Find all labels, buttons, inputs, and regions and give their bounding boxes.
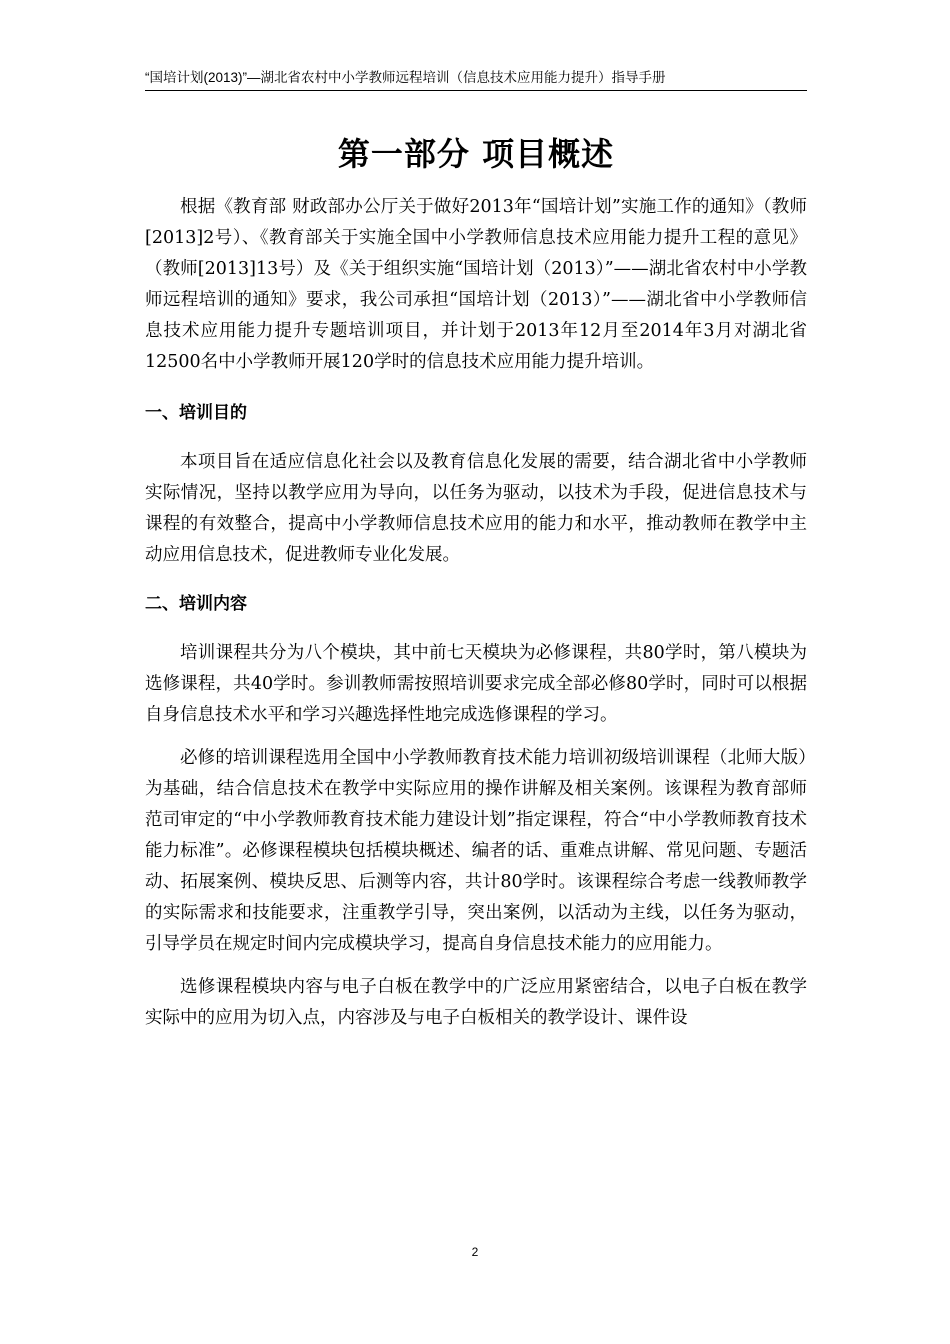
training-purpose-paragraph: 本项目旨在适应信息化社会以及教育信息化发展的需要，结合湖北省中小学教师实际情况，坚持以教学应用为导向，以任务为驱动，以技术为手段，促进信息技术与课程的有效整合，提高中小学教师信息技术应用的能力和水平，推动教师在教学中主动应用信息技术，促进教师专业化发展。 xyxy=(145,452,807,565)
training-content-paragraph-2: 必修的培训课程选用全国中小学教师教育技术能力培训初级培训课程（北师大版）为基础，结合信息技术在教学中实际应用的操作讲解及相关案例。该课程为教育部师范司审定的“中小学教师教育技术能力建设计划”指定课程，符合“中小学教师教育技术能力标准”。必修课程模块包括模块概述、编者的话、重难点讲解、常见问题、专题活动、拓展案例、模块反思、后测等内容，共计80学时。该课程综合考虑一线教师教学的实际需求和技能要求，注重教学引导，突出案例，以活动为主线，以任务为驱动，引导学员在规定时间内完成模块学习，提高自身信息技术能力的应用能力。 xyxy=(145,748,807,954)
intro-paragraph: 根据《教育部 财政部办公厅关于做好2013年“国培计划”实施工作的通知》（教师[2013]2号）、《教育部关于实施全国中小学教师信息技术应用能力提升工程的意见》（教师[2013]13号）及《关于组织实施“国培计划（2013）”——湖北省农村中小学教师远程培训的通知》要求，我公司承担“国培计划（2013）”——湖北省中小学教师信息技术应用能力提升专题培训项目，并计划于2013年12月至2014年3月对湖北省12500名中小学教师开展120学时的信息技术应用能力提升培训。 xyxy=(145,197,807,372)
running-header: “国培计划(2013)”—湖北省农村中小学教师远程培训（信息技术应用能力提升）指导手册 xyxy=(145,70,666,85)
page-number: 2 xyxy=(471,1245,479,1259)
training-content-paragraph-3: 选修课程模块内容与电子白板在教学中的广泛应用紧密结合，以电子白板在教学实际中的应用为切入点，内容涉及与电子白板相关的教学设计、课件设 xyxy=(145,977,807,1028)
section-heading-training-content: 二、培训内容 xyxy=(145,594,247,614)
page-title: 第一部分 项目概述 xyxy=(337,135,615,173)
header-divider xyxy=(145,90,807,91)
section-heading-training-purpose: 一、培训目的 xyxy=(145,403,247,423)
training-content-paragraph-1: 培训课程共分为八个模块，其中前七天模块为必修课程，共80学时，第八模块为选修课程，共40学时。参训教师需按照培训要求完成全部必修80学时，同时可以根据自身信息技术水平和学习兴趣选择性地完成选修课程的学习。 xyxy=(145,643,807,725)
document-body xyxy=(145,192,807,1034)
